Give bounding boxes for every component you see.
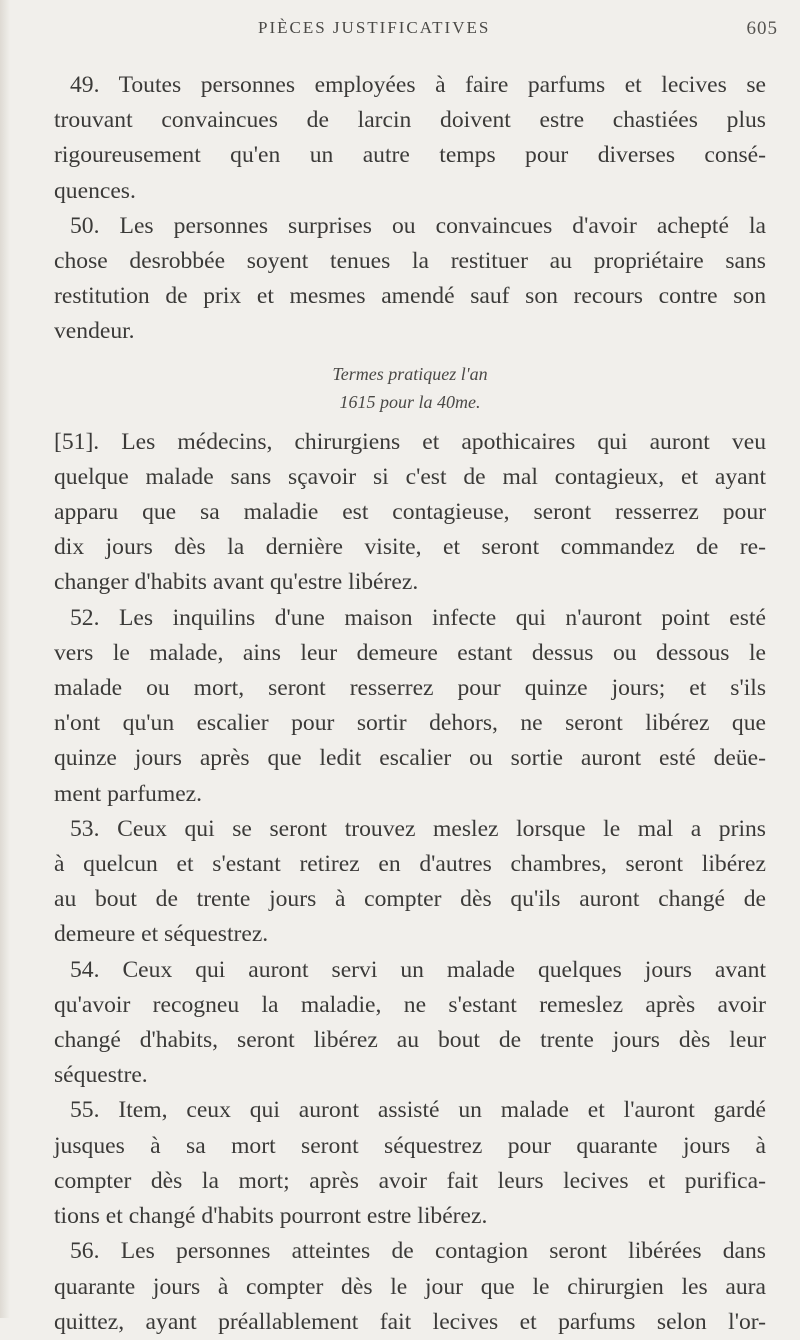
text-line: trouvant convaincues de larcin doivent estre chastiées plus — [54, 107, 766, 134]
article-50 — [54, 209, 766, 350]
text-line: quinze jours après que ledit escalier ou sortie auront esté deüe- — [54, 745, 766, 772]
article-56 — [54, 1234, 766, 1340]
article-52 — [54, 601, 766, 812]
text-line: quittez, ayant préallablement fait lecives et parfums selon l'or- — [54, 1308, 766, 1335]
text-line: 49. Toutes personnes employées à faire parfums et lecives se — [70, 72, 766, 98]
text-line: restitution de prix et mesmes amendé sauf son recours contre son — [54, 283, 766, 310]
page-edge-shadow — [0, 0, 10, 1318]
section-heading-line: 1615 pour la 40me. — [339, 391, 481, 412]
running-head-title: PIÈCES JUSTIFICATIVES — [258, 18, 491, 37]
text-line: au bout de trente jours à compter dès qu'ils auront changé de — [54, 886, 766, 913]
section-heading-line: Termes pratiquez l'an — [332, 363, 488, 384]
article-49 — [54, 68, 766, 209]
running-head — [0, 18, 800, 42]
text-line: 54. Ceux qui auront servi un malade quelques jours avant — [70, 956, 766, 983]
text-line: 52. Les inquilins d'une maison infecte qui n'auront point esté — [70, 604, 766, 631]
text-line: quences. — [54, 177, 136, 204]
section-heading — [54, 360, 766, 416]
text-line: ment parfumez. — [54, 780, 203, 807]
text-line: à quelcun et s'estant retirez en d'autres chambres, seront libérez — [54, 851, 766, 878]
text-line: quelque malade sans sçavoir si c'est de mal contagieux, et ayant — [54, 463, 766, 490]
text-line: 56. Les personnes atteintes de contagion seront libérées dans — [70, 1238, 766, 1265]
text-line: vers le malade, ains leur demeure estant dessus ou dessous le — [54, 639, 766, 666]
text-line: demeure et séquestrez. — [54, 921, 269, 948]
text-line: séquestre. — [54, 1062, 148, 1089]
text-line: tions et changé d'habits pourront estre libérez. — [54, 1203, 488, 1230]
text-line: quarante jours à compter dès le jour que le chirurgien les aura — [54, 1273, 766, 1300]
text-line: 50. Les personnes surprises ou convaincues d'avoir achepté la — [70, 212, 766, 239]
text-line: qu'avoir recogneu la maladie, ne s'estant remeslez après avoir — [54, 991, 766, 1018]
text-line: 53. Ceux qui se seront trouvez meslez lorsque le mal a prins — [70, 815, 766, 842]
article-55 — [54, 1093, 766, 1234]
text-line: [51]. Les médecins, chirurgiens et apothicaires qui auront veu — [54, 428, 766, 455]
text-line: chose desrobbée soyent tenues la restituer au propriétaire sans — [54, 248, 766, 275]
text-line: malade ou mort, seront resserrez pour quinze jours; et s'ils — [54, 675, 766, 702]
body-text — [54, 68, 766, 1340]
text-line: 55. Item, ceux qui auront assisté un malade et l'auront gardé — [70, 1097, 766, 1124]
text-line: n'ont qu'un escalier pour sortir dehors, ne seront libérez que — [54, 710, 766, 737]
article-54 — [54, 953, 766, 1094]
text-line: vendeur. — [54, 318, 135, 345]
text-line: changé d'habits, seront libérez au bout de trente jours dès leur — [54, 1027, 766, 1054]
text-line: apparu que sa maladie est contagieuse, seront resserrez pour — [54, 499, 766, 526]
text-line: compter dès la mort; après avoir fait leurs lecives et purifica- — [54, 1167, 766, 1194]
text-line: rigoureusement qu'en un autre temps pour diverses consé- — [54, 142, 766, 169]
article-51 — [54, 425, 766, 601]
text-line: dix jours dès la dernière visite, et seront commandez de re- — [54, 534, 766, 561]
text-line: jusques à sa mort seront séquestrez pour quarante jours à — [54, 1132, 766, 1159]
text-line: changer d'habits avant qu'estre libérez. — [54, 569, 419, 596]
article-53 — [54, 812, 766, 953]
page-number: 605 — [746, 18, 778, 39]
